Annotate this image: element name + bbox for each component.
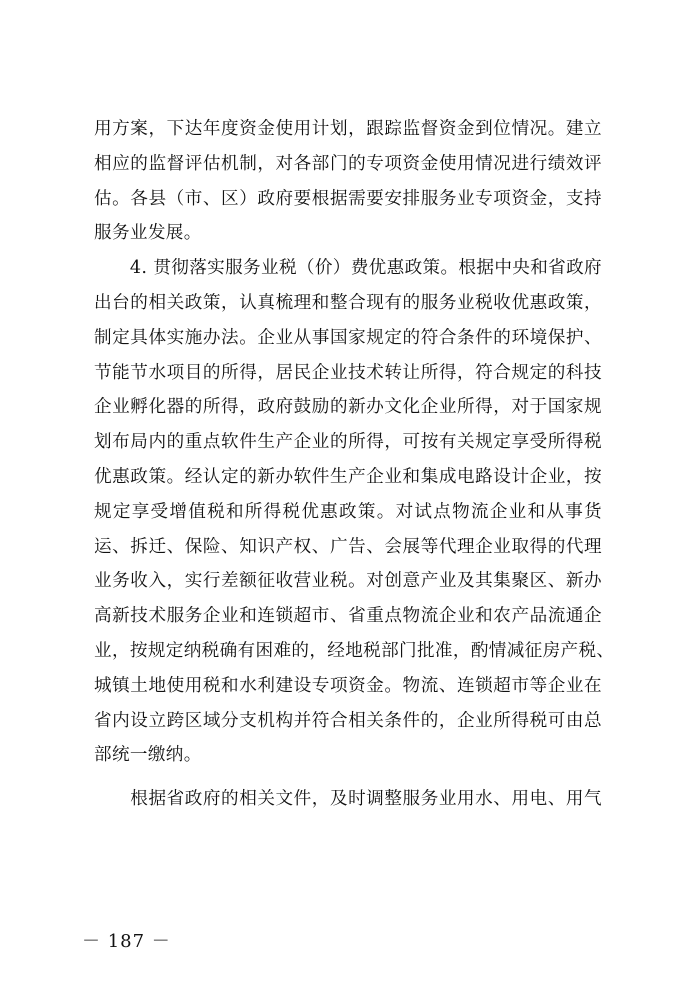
text-line: 运、拆迁、保险、知识产权、广告、会展等代理企业取得的代理: [94, 536, 602, 557]
text-line: 业，按规定纳税确有困难的，经地税部门批准，酌情减征房产税、: [94, 640, 615, 661]
text-line: 根据省政府的相关文件，及时调整服务业用水、用电、用气: [94, 789, 602, 810]
paragraph: [94, 112, 602, 251]
paragraph: [94, 251, 615, 773]
text-line: 节能节水项目的所得，居民企业技术转让所得，符合规定的科技: [94, 362, 602, 383]
text-line: 企业孵化器的所得，政府鼓励的新办文化企业所得，对于国家规: [94, 397, 602, 418]
text-line: 相应的监督评估机制，对各部门的专项资金使用情况进行绩效评: [94, 153, 602, 174]
document-body: [94, 112, 615, 817]
text-line: 优惠政策。经认定的新办软件生产企业和集成电路设计企业，按: [94, 466, 602, 487]
text-line: 省内设立跨区域分支机构并符合相关条件的，企业所得税可由总: [94, 710, 602, 731]
text-line: 服务业发展。: [94, 223, 202, 244]
text-line: 高新技术服务企业和连锁超市、省重点物流企业和农产品流通企: [94, 606, 602, 627]
text-line: 用方案，下达年度资金使用计划，跟踪监督资金到位情况。建立: [94, 119, 602, 139]
text-line: 部统一缴纳。: [94, 745, 202, 766]
paragraph: [94, 782, 602, 817]
text-line: 划布局内的重点软件生产企业的所得，可按有关规定享受所得税: [94, 432, 602, 453]
text-line: 出台的相关政策，认真梳理和整合现有的服务业税收优惠政策，: [94, 292, 602, 313]
text-line: 制定具体实施办法。企业从事国家规定的符合条件的环境保护、: [94, 327, 602, 348]
text-line: 4. 贯彻落实服务业税（价）费优惠政策。根据中央和省政府: [94, 258, 602, 279]
text-line: 规定享受增值税和所得税优惠政策。对试点物流企业和从事货: [94, 501, 602, 522]
text-line: 估。各县（市、区）政府要根据需要安排服务业专项资金，支持: [94, 188, 602, 209]
text-line: 业务收入，实行差额征收营业税。对创意产业及其集聚区、新办: [94, 571, 602, 592]
text-line: 城镇土地使用税和水利建设专项资金。物流、连锁超市等企业在: [94, 675, 602, 696]
page-number: － 187 －: [82, 931, 171, 952]
